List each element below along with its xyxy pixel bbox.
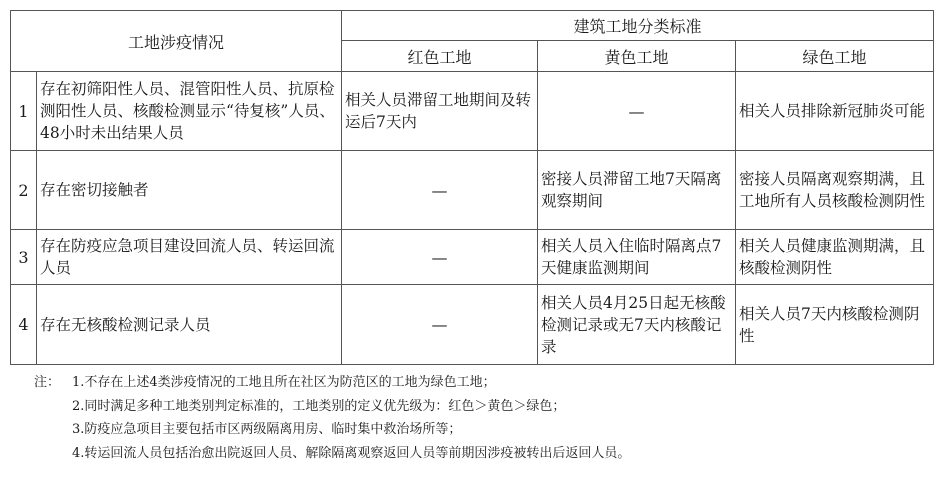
row-green-standard: 相关人员7天内核酸检测阴性 bbox=[736, 285, 934, 365]
row-yellow-standard: 相关人员入住临时隔离点7天健康监测期间 bbox=[538, 230, 736, 285]
row-green-standard: 相关人员健康监测期满，且核酸检测阴性 bbox=[736, 230, 934, 285]
note-item bbox=[34, 418, 630, 442]
row-red-standard: — bbox=[342, 285, 538, 365]
row-green-standard: 相关人员排除新冠肺炎可能 bbox=[736, 72, 934, 151]
header-situation: 工地涉疫情况 bbox=[11, 11, 342, 72]
row-red-standard: 相关人员滞留工地期间及转运后7天内 bbox=[342, 72, 538, 151]
header-red-site: 红色工地 bbox=[342, 41, 538, 72]
table-row bbox=[11, 151, 934, 230]
note-text: 3.防疫应急项目主要包括市区两级隔离用房、临时集中救治场所等； bbox=[72, 422, 462, 437]
row-number: 4 bbox=[11, 285, 37, 365]
table-row bbox=[11, 230, 934, 285]
note-text: 1.不存在上述4类涉疫情况的工地且所在社区为防范区的工地为绿色工地； bbox=[72, 375, 496, 390]
table-row bbox=[11, 285, 934, 365]
notes-section bbox=[34, 371, 630, 465]
table-row bbox=[11, 72, 934, 151]
row-green-standard: 密接人员隔离观察期满，且工地所有人员核酸检测阴性 bbox=[736, 151, 934, 230]
row-situation: 存在密切接触者 bbox=[37, 151, 342, 230]
header-green-site: 绿色工地 bbox=[736, 41, 934, 72]
row-situation: 存在防疫应急项目建设回流人员、转运回流人员 bbox=[37, 230, 342, 285]
row-yellow-standard: 密接人员滞留工地7天隔离观察期间 bbox=[538, 151, 736, 230]
note-text: 2.同时满足多种工地类别判定标准的，工地类别的定义优先级为：红色＞黄色＞绿色； bbox=[72, 398, 566, 414]
note-item bbox=[34, 371, 630, 395]
row-red-standard: — bbox=[342, 151, 538, 230]
row-situation: 存在无核酸检测记录人员 bbox=[37, 285, 342, 365]
classification-table bbox=[10, 10, 934, 365]
row-number: 2 bbox=[11, 151, 37, 230]
row-number: 1 bbox=[11, 72, 37, 151]
row-number: 3 bbox=[11, 230, 37, 285]
header-yellow-site: 黄色工地 bbox=[538, 41, 736, 72]
note-item bbox=[34, 395, 630, 419]
row-yellow-standard: — bbox=[538, 72, 736, 151]
header-row-top bbox=[11, 11, 934, 41]
notes-label: 注： bbox=[34, 375, 61, 390]
note-text: 4.转运回流人员包括治愈出院返回人员、解除隔离观察返回人员等前期因涉疫被转出后返回人员。 bbox=[72, 445, 631, 461]
row-situation: 存在初筛阳性人员、混管阳性人员、抗原检测阳性人员、核酸检测显示“待复核”人员、48小时未出结果人员 bbox=[37, 72, 342, 151]
row-yellow-standard: 相关人员4月25日起无核酸检测记录或无7天内核酸记录 bbox=[538, 285, 736, 365]
row-red-standard: — bbox=[342, 230, 538, 285]
note-item bbox=[34, 442, 630, 466]
header-standard: 建筑工地分类标准 bbox=[342, 11, 934, 41]
